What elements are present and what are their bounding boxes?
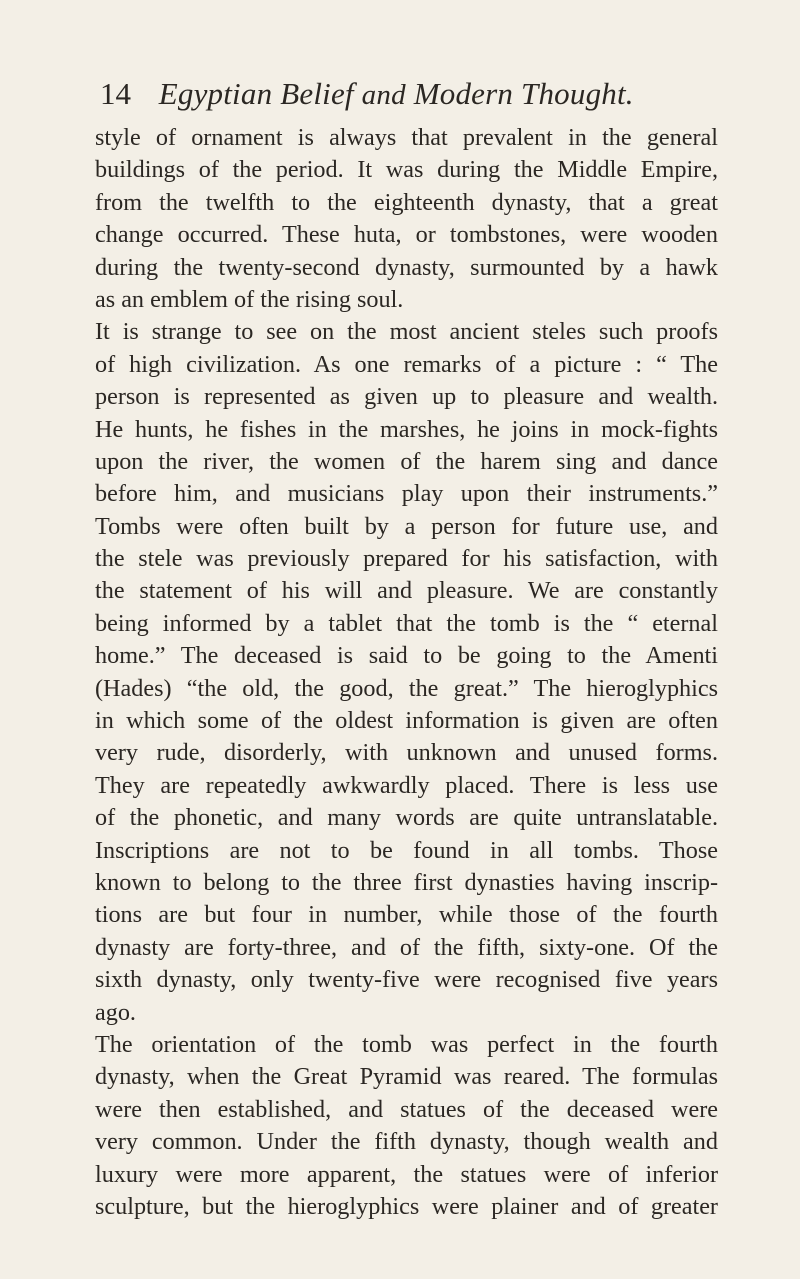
text-line-14: the stele was previously prepared for his satisfaction, with <box>95 545 718 573</box>
text-line-29: The orientation of the tomb was perfect in the fourth <box>95 1030 718 1058</box>
running-title-part-2: and <box>361 79 406 111</box>
text-line-9: person is represented as given up to pleasure and wealth. <box>95 383 718 411</box>
text-line-13: Tombs were often built by a person for future use, and <box>95 512 718 540</box>
text-line-15: the statement of his will and pleasure. We are constantly <box>95 577 718 605</box>
text-line-26: dynasty are forty-three, and of the fifth, sixty-one. Of the <box>95 933 718 961</box>
page-number: 14 <box>100 76 131 111</box>
text-line-2: buildings of the period. It was during the Middle Empire, <box>95 156 718 184</box>
text-line-8: of high civilization. As one remarks of a picture : “ The <box>95 350 718 378</box>
running-title-part-3: Modern Thought. <box>413 76 634 111</box>
text-line-18: (Hades) “the old, the good, the great.” The hieroglyphics <box>95 674 718 702</box>
text-line-4: change occurred. These huta, or tombstones, were wooden <box>95 221 718 249</box>
text-line-20: very rude, disorderly, with unknown and unused forms. <box>95 739 718 767</box>
text-line-7: It is strange to see on the most ancient steles such proofs <box>95 318 718 346</box>
text-line-33: luxury were more apparent, the statues were of inferior <box>95 1160 718 1188</box>
text-line-11: upon the river, the women of the harem sing and dance <box>95 447 718 475</box>
text-line-23: Inscriptions are not to be found in all tombs. Those <box>95 836 718 864</box>
text-line-25: tions are but four in number, while those of the fourth <box>95 901 718 929</box>
text-line-21: They are repeatedly awkwardly placed. There is less use <box>95 771 718 799</box>
text-line-3: from the twelfth to the eighteenth dynasty, that a great <box>95 188 718 216</box>
text-line-6: as an emblem of the rising soul. <box>95 285 404 313</box>
text-line-10: He hunts, he fishes in the marshes, he joins in mock-fights <box>95 415 718 443</box>
text-line-30: dynasty, when the Great Pyramid was reared. The formulas <box>95 1063 718 1091</box>
text-line-1: style of ornament is always that prevalent in the general <box>95 124 718 151</box>
text-line-31: were then established, and statues of the deceased were <box>95 1095 718 1123</box>
text-line-19: in which some of the oldest information is given are often <box>95 707 718 735</box>
text-line-32: very common. Under the fifth dynasty, though wealth and <box>95 1128 718 1156</box>
body-text <box>95 122 718 1223</box>
text-line-16: being informed by a tablet that the tomb is the “ eternal <box>95 609 718 637</box>
text-line-12: before him, and musicians play upon their instruments.” <box>95 480 718 508</box>
text-line-34: sculpture, but the hieroglyphics were plainer and of greater <box>95 1192 718 1220</box>
running-title-part-1: Egyptian Belief <box>158 76 354 111</box>
text-line-27: sixth dynasty, only twenty-five were recognised five years <box>95 966 718 994</box>
running-header <box>100 72 720 116</box>
text-line-28: ago. <box>95 998 136 1026</box>
text-line-24: known to belong to the three first dynasties having inscrip- <box>95 868 718 896</box>
text-line-5: during the twenty-second dynasty, surmounted by a hawk <box>95 253 718 281</box>
text-line-22: of the phonetic, and many words are quite untranslatable. <box>95 804 718 832</box>
running-title <box>159 76 634 111</box>
text-line-17: home.” The deceased is said to be going to the Amenti <box>95 642 718 670</box>
